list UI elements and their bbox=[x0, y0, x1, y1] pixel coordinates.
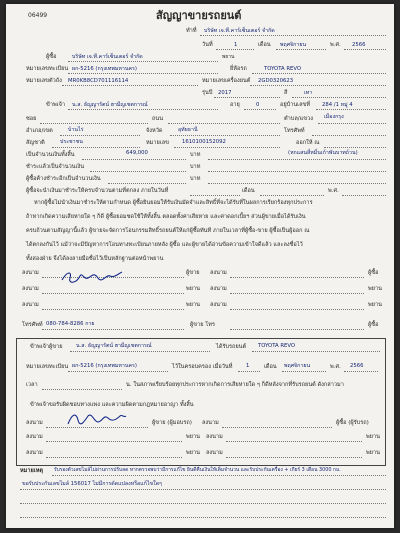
id-value: 1610100152092 bbox=[182, 139, 226, 145]
phone-value: 080-784-8286 กาย bbox=[46, 321, 95, 327]
color-value: เทา bbox=[304, 90, 313, 96]
address-value: 284 /1 หมู่ 4 bbox=[322, 102, 353, 108]
color-label: สี bbox=[284, 90, 288, 96]
note-line-1 bbox=[52, 475, 386, 476]
witness-4: พยาน bbox=[368, 302, 382, 308]
province-value: อุทัยธานี bbox=[178, 127, 198, 133]
plate-line bbox=[68, 73, 218, 74]
date-label: วันที่ bbox=[202, 42, 213, 48]
note-line-3 bbox=[20, 503, 386, 504]
nation-value: ประชาชน bbox=[60, 139, 83, 145]
engine-value: 2GD0320623 bbox=[258, 78, 294, 84]
model-year-label: รุ่นปี bbox=[202, 90, 213, 96]
province-label: จังหวัด bbox=[146, 128, 163, 134]
address-line bbox=[316, 109, 386, 110]
car-type-label: พยาน bbox=[222, 54, 235, 60]
month-label: เดือน bbox=[258, 42, 271, 48]
plate-value: ผก-5216 (กรุงเทพมหานคร) bbox=[72, 66, 137, 72]
place-line bbox=[200, 35, 386, 36]
receipt-seller-line bbox=[70, 351, 210, 352]
nation-label: สัญชาติ bbox=[26, 140, 45, 146]
age-value: 0 bbox=[256, 102, 260, 108]
seller-label: ข้าพเจ้า bbox=[46, 102, 65, 108]
age-label: อายุ bbox=[230, 102, 240, 108]
sign-label-1: ลงนาม bbox=[22, 270, 39, 276]
month-line bbox=[276, 49, 326, 50]
remaining-month-line bbox=[260, 195, 324, 196]
receipt-seller-name: น.ส. ธัญญารัตน์ ฮามีญเชตการณ์ bbox=[76, 343, 152, 349]
receipt-sign-label-5: ลงนาม bbox=[26, 450, 43, 456]
tambon-line bbox=[318, 123, 386, 124]
body-line-2: ถ้าหากเกิดความเสียหายใด ๆ ก็ดี ผู้ซื้อยอมชดใช้ให้ทั้งสิ้น ตลอดทั้งค่าเสียหาย และค่าดอกเบี้ยฯ ส่วนผู้ขายเมื่อได้รับเงิน bbox=[26, 214, 306, 220]
accepted-label: ไว้ในครอบครอง เมื่อวันที่ bbox=[172, 364, 233, 370]
buyer-role-2: ผู้ซื้อ bbox=[368, 322, 379, 328]
brand-value: TOYOTA REVO bbox=[264, 66, 302, 72]
received-label: ได้รับรถยนต์ bbox=[216, 344, 247, 350]
sign-label-6: ลงนาม bbox=[210, 302, 227, 308]
time-label: เวลา bbox=[26, 382, 38, 388]
model-year-value: 2017 bbox=[218, 90, 232, 96]
seller-signature bbox=[58, 268, 124, 288]
receipt-plate-line bbox=[68, 371, 168, 372]
date-value: 1 bbox=[234, 42, 238, 48]
phone-label: โทรศัพท์ bbox=[22, 322, 43, 328]
nation-line bbox=[52, 147, 140, 148]
receipt-witness-4: พยาน bbox=[366, 450, 380, 456]
document-number: 06499 bbox=[28, 12, 48, 19]
phone-line bbox=[42, 329, 184, 330]
receipt-witness-1: พยาน bbox=[186, 434, 200, 440]
sign-line-2 bbox=[230, 277, 364, 278]
plate-label: หมายเลขทะเบียน bbox=[26, 66, 69, 72]
place-value: บริษัท เจ.ที.คาร์เซ็นเตอร์ จำกัด bbox=[204, 28, 275, 34]
receipt-sign-line-6 bbox=[226, 457, 362, 458]
receipt-sign-line-2 bbox=[222, 427, 332, 428]
sign-label-4: ลงนาม bbox=[210, 286, 227, 292]
price-line bbox=[82, 159, 186, 160]
date-line bbox=[216, 49, 254, 50]
year-label: พ.ศ. bbox=[330, 42, 341, 48]
amphoe-line bbox=[60, 135, 140, 136]
id-label: หมายเลข bbox=[146, 140, 169, 146]
receipt-intro: ข้าพเจ้าผู้ขาย bbox=[30, 344, 63, 350]
remaining-date-line bbox=[190, 195, 240, 196]
buyer-line bbox=[68, 61, 218, 62]
chassis-line bbox=[62, 85, 198, 86]
receipt-witness-3: พยาน bbox=[186, 450, 200, 456]
price-baht: บาท bbox=[190, 152, 201, 158]
engine-label: หมายเลขเครื่องยนต์ bbox=[202, 78, 251, 84]
issued-label: ออกให้ ณ bbox=[296, 140, 320, 146]
body-line-5: ทั้งสองฝ่าย จึงได้ลงลายมือชื่อไว้เป็นหลักฐานต่อหน้าพยาน bbox=[26, 256, 164, 262]
tambon-label: ตำบล/แขวง bbox=[284, 116, 313, 122]
receipt-sign-line-3 bbox=[46, 441, 182, 442]
receipt-sign-label-3: ลงนาม bbox=[26, 434, 43, 440]
accepted-date-line bbox=[238, 371, 260, 372]
receipt-sign-label-6: ลงนาม bbox=[206, 450, 223, 456]
place-label: ทำที่ bbox=[186, 28, 197, 34]
sign-label-5: ลงนาม bbox=[22, 302, 39, 308]
paid-label: ผู้ซื้อค้างชำระอีกเป็นจำนวนเงิน bbox=[26, 176, 101, 182]
receipt-plate-label: หมายเลขทะเบียน bbox=[26, 364, 69, 370]
witness-3: พยาน bbox=[186, 302, 200, 308]
receipt-seller-role: ผู้ขาย (ผู้มอบรถ) bbox=[152, 420, 192, 426]
receipt-sign-label-4: ลงนาม bbox=[206, 434, 223, 440]
receipt-year-line bbox=[344, 371, 378, 372]
year-line bbox=[344, 49, 386, 50]
receipt-month: พฤศจิกายน bbox=[284, 363, 311, 369]
phone-label-top: โทรศัพท์ bbox=[284, 128, 305, 134]
time-line bbox=[42, 389, 122, 390]
received-line bbox=[252, 351, 380, 352]
seller-line bbox=[68, 109, 218, 110]
receiver-signature bbox=[64, 410, 128, 430]
paid-text-line bbox=[208, 183, 386, 184]
receipt-line-2: น. ในสภาพเรียบร้อยทุกประการหากเกิดการเสียหายใด ๆ ก็ดีหลังจากที่รับรถยนต์ ดังกล่าวมา bbox=[126, 382, 344, 388]
note-text-2: ขอรับประกันเลขไมล์ 156017 ไม่มีการดัดแปลงหรือแก้ไขใดๆ bbox=[22, 481, 163, 487]
buyer-name: บริษัท เจ.ที.คาร์เซ็นเตอร์ จำกัด bbox=[72, 54, 143, 60]
age-line bbox=[244, 109, 276, 110]
month-value: พฤศจิกายน bbox=[280, 42, 307, 48]
sign-line-3 bbox=[42, 293, 184, 294]
deposit-text-line bbox=[208, 171, 386, 172]
phone-line-2 bbox=[230, 329, 364, 330]
remaining-label: ผู้ซื้อจะนำเงินมาชำระให้ครบจำนวนตามที่ตกลง ภายในวันที่ bbox=[26, 188, 169, 194]
contract-sheet bbox=[6, 4, 394, 528]
receipt-line-3: ข้าพเจ้าขอรับผิดชอบทางแพ่ง และความผิดตามกฎหมายอาญา ทั้งสิ้น bbox=[30, 402, 194, 408]
amphoe-label: อำเภอ/เขต bbox=[26, 128, 53, 134]
amphoe-value: บ้านไร่ bbox=[68, 127, 84, 133]
body-line-4: ได้ตกลงกันไว้ แม้ว่าจะมีปัญหาการโอนทางทะเบียนภายหลัง ผู้ซื้อ และผู้ขายได้อ่านข้อความเข้าใจดีแล้ว และลงชื่อไว้ bbox=[26, 242, 303, 248]
province-line bbox=[170, 135, 280, 136]
price-value: 649,000 bbox=[126, 150, 148, 156]
witness-2: พยาน bbox=[368, 286, 382, 292]
receipt-year: 2566 bbox=[350, 363, 364, 369]
model-year-line bbox=[214, 97, 280, 98]
sign-label-2: ลงนาม bbox=[210, 270, 227, 276]
buyer-label: ผู้ซื้อ bbox=[46, 54, 57, 60]
receipt-year-label: พ.ศ. bbox=[330, 364, 341, 370]
sign-label-3: ลงนาม bbox=[22, 286, 39, 292]
soi-line bbox=[40, 123, 148, 124]
id-line bbox=[174, 147, 280, 148]
receipt-witness-2: พยาน bbox=[366, 434, 380, 440]
remaining-year-label: พ.ศ. bbox=[328, 188, 339, 194]
soi-label: ซอย bbox=[26, 116, 37, 122]
sign-line-5 bbox=[42, 309, 184, 310]
brand-line bbox=[252, 73, 386, 74]
brand-label: ยี่ห้อรถ bbox=[230, 66, 247, 72]
phone-line-top bbox=[312, 135, 386, 136]
receipt-month-line bbox=[282, 371, 326, 372]
note-text-1: รับรองตัวเลขไมล์ไม่ผ่านการปรับลด หากตรวจพบว่ามีการแก้ไข ยินดีคืนเงินให้เต็มจำนวน และรับประกันเครื่อง + เกียร์ 3 เดือน 3000 กม. bbox=[54, 467, 341, 473]
sign-line-6 bbox=[230, 309, 364, 310]
seller-name: น.ส. ธัญญารัตน์ ฮามีญเชตการณ์ bbox=[72, 102, 148, 108]
receipt-sign-line-4 bbox=[226, 441, 362, 442]
price-label: เป็นจำนวนเงินทั้งสิ้น bbox=[26, 152, 75, 158]
seller-role-1: ผู้ขาย bbox=[186, 270, 200, 276]
deposit-label: ชำระแล้วเป็นจำนวนเงิน bbox=[26, 164, 85, 170]
phone-role: ผู้ขาย โทร bbox=[190, 322, 215, 328]
remaining-month-label: เดือน bbox=[242, 188, 255, 194]
chassis-value: MR0KB8CD701116114 bbox=[68, 78, 129, 84]
receipt-plate: ผก-5216 (กรุงเทพมหานคร) bbox=[72, 363, 137, 369]
price-text: (หกแสนสี่หมื่นเก้าพันบาทถ้วน) bbox=[288, 150, 358, 156]
accepted-date: 1 bbox=[246, 363, 250, 369]
body-line-1: หากผู้ซื้อไม่นำเงินมาชำระให้ตามกำหนด ผู้ซื้อยินยอมให้รับเงินมัดจำและสิทธิ์ที่จะได้รับที่ในผลการเรียกร้องทุกประการ bbox=[34, 200, 313, 206]
paid-baht: บาท bbox=[190, 176, 201, 182]
price-text-line bbox=[208, 159, 386, 160]
color-line bbox=[292, 97, 386, 98]
note-line-4 bbox=[20, 517, 386, 518]
note-label: หมายเหตุ bbox=[20, 468, 44, 474]
sign-line-4 bbox=[230, 293, 364, 294]
buyer-role-1: ผู้ซื้อ bbox=[368, 270, 379, 276]
paid-line bbox=[108, 183, 186, 184]
chassis-label: หมายเลขตัวถัง bbox=[26, 78, 62, 84]
deposit-baht: บาท bbox=[190, 164, 201, 170]
receipt-buyer-role: ผู้ซื้อ (ผู้รับรถ) bbox=[336, 420, 369, 426]
witness-1: พยาน bbox=[186, 286, 200, 292]
receipt-month-label: เดือน bbox=[264, 364, 277, 370]
remaining-year-line bbox=[342, 195, 386, 196]
document-title: สัญญาขายรถยนต์ bbox=[156, 9, 242, 22]
receipt-sign-line-5 bbox=[46, 457, 182, 458]
receipt-sign-label-1: ลงนาม bbox=[26, 420, 43, 426]
received-brand: TOYOTA REVO bbox=[258, 343, 296, 349]
body-line-3: ครบถ้วนตามสัญญานี้แล้ว ผู้ขายจะจัดการโอนกรรมสิทธิ์รถยนต์ให้แก่ผู้ซื้อทันที ภายในเวลาที่ผู้ซื้อ-ขาย ผู้ซื้อเป็นผู้ออก ณ bbox=[26, 228, 310, 234]
road-label: ถนน bbox=[152, 116, 164, 122]
note-line-2 bbox=[20, 489, 386, 490]
issued-line bbox=[324, 147, 386, 148]
tambon-value: เมืองกรุง bbox=[324, 114, 344, 120]
deposit-line bbox=[90, 171, 186, 172]
receipt-sign-label-2: ลงนาม bbox=[202, 420, 219, 426]
address-label: อยู่บ้านเลขที่ bbox=[280, 102, 311, 108]
year-value: 2566 bbox=[352, 42, 366, 48]
engine-line bbox=[250, 85, 386, 86]
road-line bbox=[168, 123, 280, 124]
